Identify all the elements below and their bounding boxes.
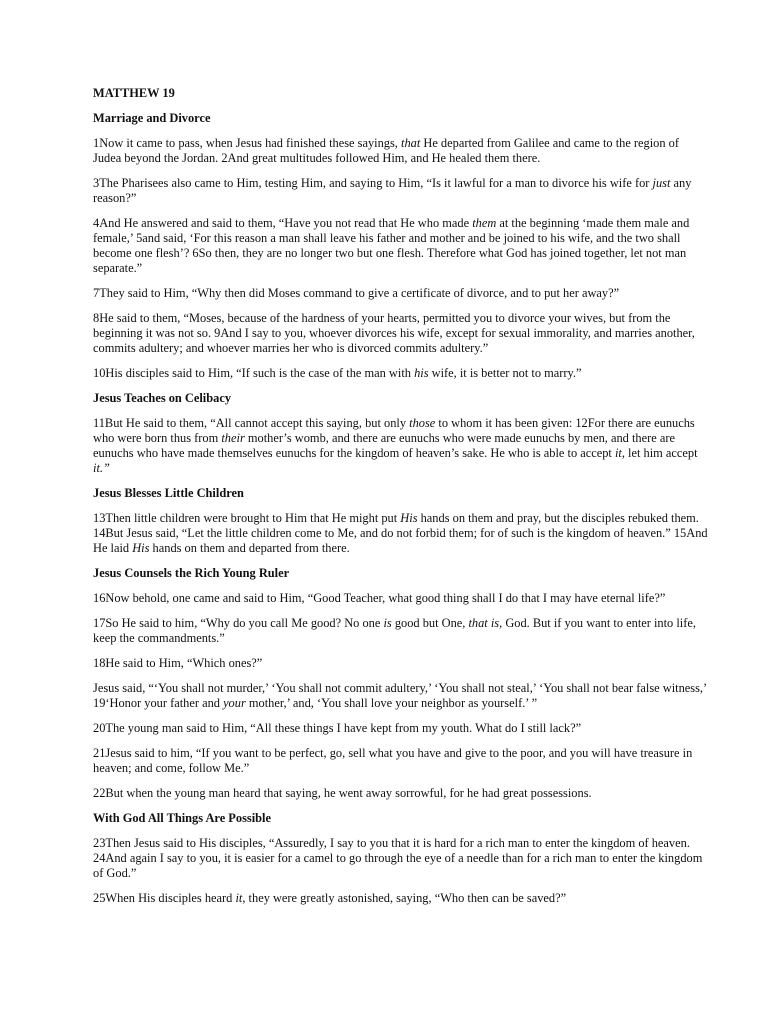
verse-paragraph	[93, 511, 708, 556]
text-run: God. But if you want to enter into life, keep the commandments.”	[93, 616, 696, 645]
text-run: let him accept	[624, 446, 698, 460]
verse-paragraph	[93, 786, 708, 801]
text-run: 3The Pharisees also came to Him, testing Him, and saying to Him, “Is it lawful for a man to divorce his wife for	[93, 176, 653, 190]
text-run: hands on them and departed from there.	[149, 541, 350, 555]
document-body	[93, 111, 708, 906]
verse-paragraph	[93, 616, 708, 646]
verse-paragraph	[93, 891, 708, 906]
verse-paragraph	[93, 136, 708, 166]
text-run: mother,’ and, ‘You shall love your neighbor as yourself.’ ”	[245, 696, 538, 710]
italic-text-run: that is,	[468, 616, 503, 630]
text-run: 17So He said to him, “Why do you call Me good? No one	[93, 616, 384, 630]
text-run: 23Then Jesus said to His disciples, “Assuredly, I say to you that it is hard for a rich man to enter the kingdom of heaven. 24And again I say to you, it is easier for a camel to go through the eye of a needle than for a rich man to enter the kingdom of God.”	[93, 836, 703, 880]
section-heading: With God All Things Are Possible	[93, 811, 271, 825]
section-heading: Jesus Blesses Little Children	[93, 486, 244, 500]
text-run: to whom it has been given: 12For there are eunuchs who were born thus from	[93, 416, 695, 445]
text-run: wife, it is better not to marry.”	[428, 366, 582, 380]
italic-text-run: it,	[614, 446, 625, 460]
italic-text-run: those	[409, 416, 436, 430]
verse-paragraph	[93, 721, 708, 736]
text-run: 4And He answered and said to them, “Have you not read that He who made	[93, 216, 473, 230]
italic-text-run: His	[132, 541, 150, 555]
section-heading: Jesus Counsels the Rich Young Ruler	[93, 566, 290, 580]
italic-text-run: just	[652, 176, 671, 190]
text-run: 21Jesus said to him, “If you want to be perfect, go, sell what you have and give to the poor, and you will have treasure in heaven; and come, follow Me.”	[93, 746, 693, 775]
verse-paragraph	[93, 836, 708, 881]
section-heading: Jesus Teaches on Celibacy	[93, 391, 232, 405]
verse-paragraph	[93, 681, 708, 711]
text-run: 16Now behold, one came and said to Him, “Good Teacher, what good thing shall I do that I may have eternal life?”	[93, 591, 666, 605]
italic-text-run: it,	[235, 891, 246, 905]
italic-text-run: your	[223, 696, 246, 710]
text-run: good but One,	[391, 616, 469, 630]
text-run: 13Then little children were brought to Him that He might put	[93, 511, 401, 525]
verse-paragraph	[93, 176, 708, 206]
document-title: MATTHEW 19	[93, 86, 175, 100]
italic-text-run: that	[401, 136, 421, 150]
text-run: 11But He said to them, “All cannot accept this saying, but only	[93, 416, 410, 430]
text-run: 22But when the young man heard that saying, he went away sorrowful, for he had great possessions.	[93, 786, 592, 800]
italic-text-run: them	[472, 216, 497, 230]
text-run: 18He said to Him, “Which ones?”	[93, 656, 263, 670]
text-run: Jesus said, “‘You shall not murder,’ ‘You shall not commit adultery,’ ‘You shall not steal,’ ‘You shall not bear false witness,’ 19‘Honor your father and	[93, 681, 707, 710]
italic-text-run: it.”	[93, 461, 110, 475]
text-run: 7They said to Him, “Why then did Moses command to give a certificate of divorce, and to put her away?”	[93, 286, 620, 300]
italic-text-run: his	[414, 366, 429, 380]
verse-paragraph	[93, 746, 708, 776]
verse-paragraph	[93, 366, 708, 381]
text-run: 8He said to them, “Moses, because of the hardness of your hearts, permitted you to divorce your wives, but from the beginning it was not so. 9And I say to you, whoever divorces his wife, except for sexual immorality, and marries another, commits adultery; and whoever marries her who is divorced commits adultery.”	[93, 311, 695, 355]
italic-text-run: His	[400, 511, 418, 525]
text-run: 20The young man said to Him, “All these things I have kept from my youth. What do I still lack?”	[93, 721, 582, 735]
italic-text-run: their	[221, 431, 245, 445]
section-heading: Marriage and Divorce	[93, 111, 211, 125]
verse-paragraph	[93, 311, 708, 356]
text-run: He departed from Galilee and came to the region of Judea beyond the Jordan. 2And great multitudes followed Him, and He healed them there.	[93, 136, 679, 165]
italic-text-run: is	[383, 616, 392, 630]
verse-paragraph	[93, 216, 708, 276]
text-run: they were greatly astonished, saying, “Who then can be saved?”	[245, 891, 567, 905]
text-run: hands on them and pray, but the disciples rebuked them. 14But Jesus said, “Let the little children come to Me, and do not forbid them; for of such is the kingdom of heaven.” 15And He laid	[93, 511, 708, 555]
verse-paragraph	[93, 286, 708, 301]
text-run: any reason?”	[93, 176, 692, 205]
text-run: mother’s womb, and there are eunuchs who were made eunuchs by men, and there are eunuchs who have made themselves eunuchs for the kingdom of heaven’s sake. He who is able to accept	[93, 431, 675, 460]
verse-paragraph	[93, 416, 708, 476]
verse-paragraph	[93, 591, 708, 606]
text-run: at the beginning ‘made them male and female,’ 5and said, ‘For this reason a man shall leave his father and mother and be joined to his wife, and the two shall become one flesh’? 6So then, they are no longer two but one flesh. Therefore what God has joined together, let not man separate.”	[93, 216, 690, 275]
text-run: 10His disciples said to Him, “If such is the case of the man with	[93, 366, 415, 380]
text-run: 25When His disciples heard	[93, 891, 236, 905]
verse-paragraph	[93, 656, 708, 671]
text-run: 1Now it came to pass, when Jesus had finished these sayings,	[93, 136, 401, 150]
